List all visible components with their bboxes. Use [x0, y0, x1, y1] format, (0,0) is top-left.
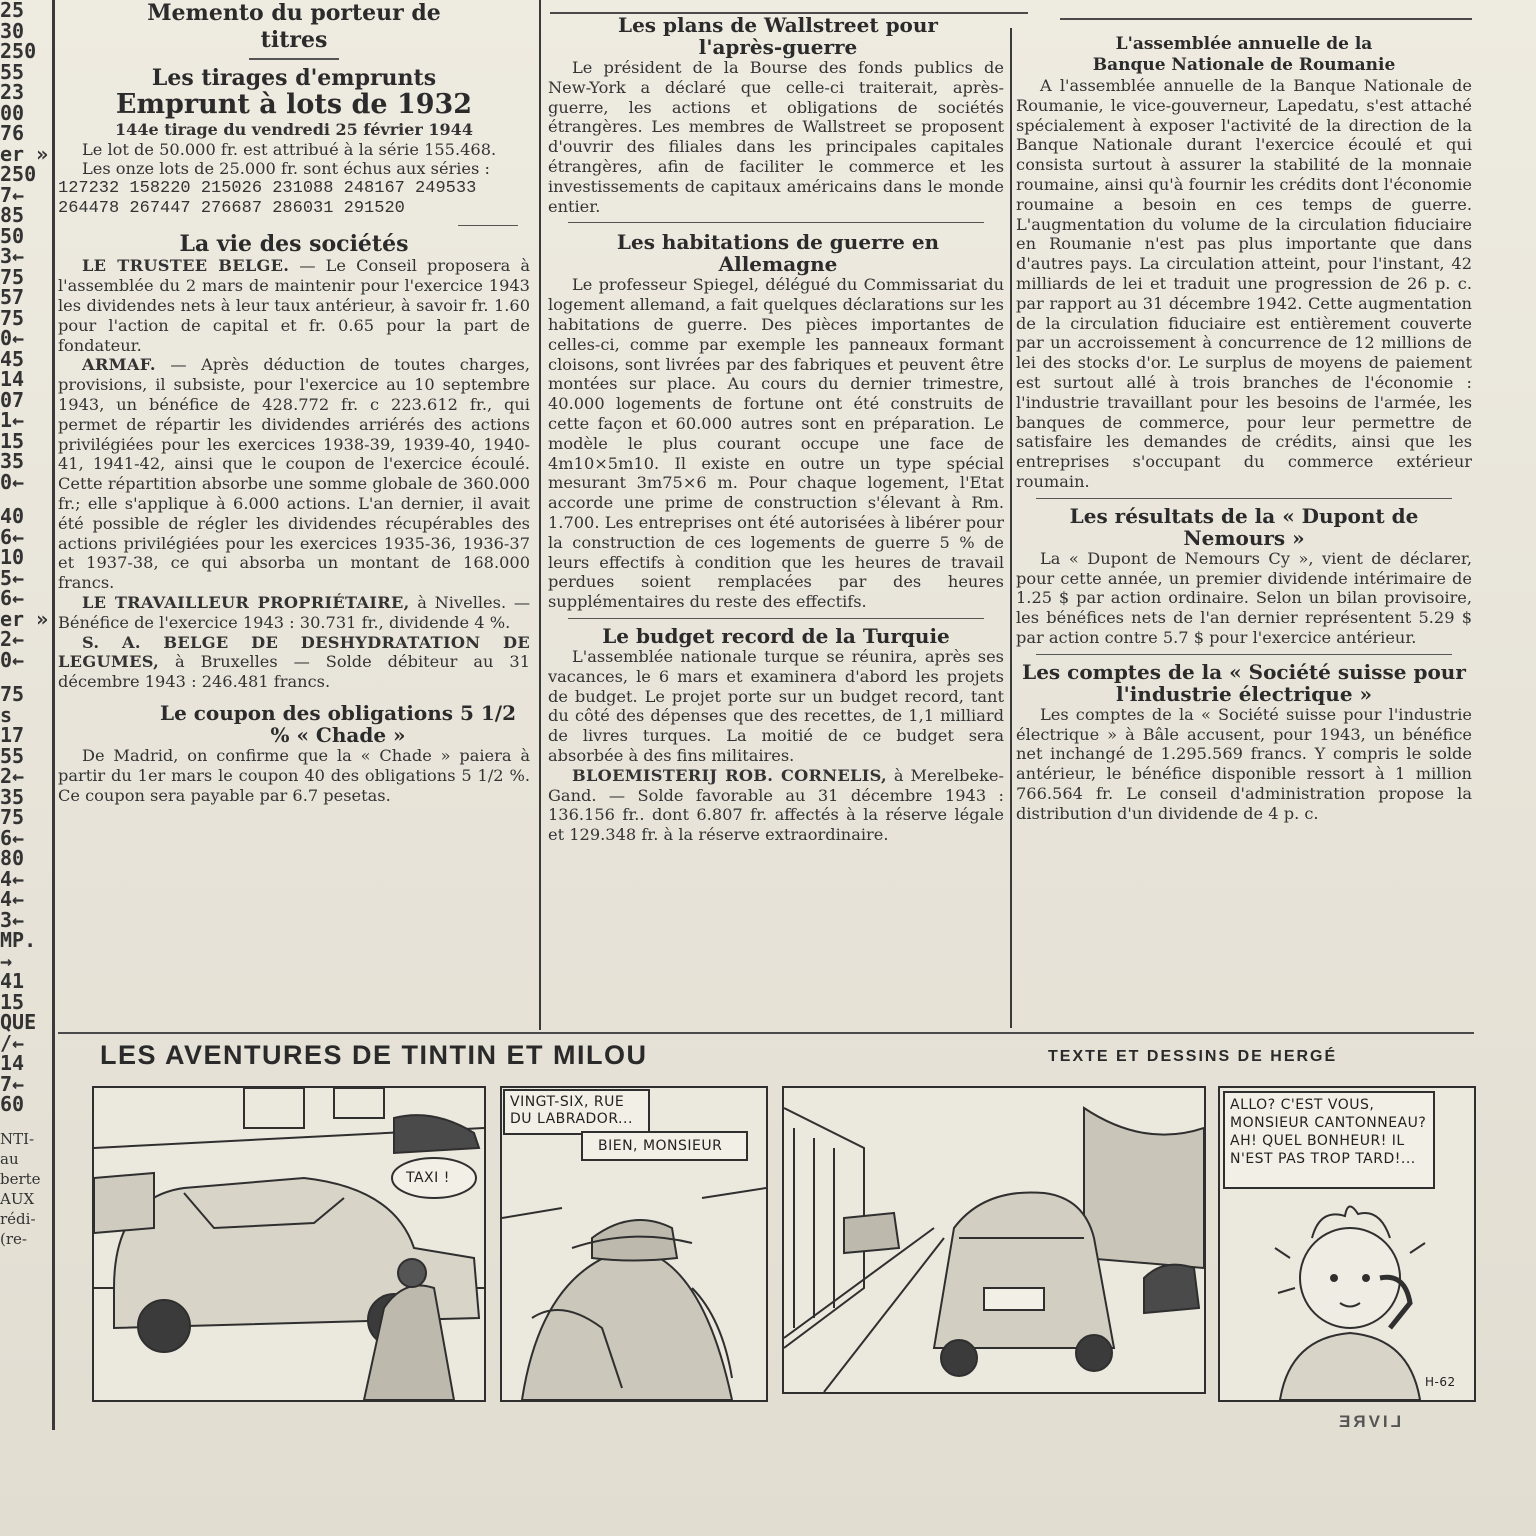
margin-fragment: 2←	[0, 627, 25, 651]
article-wallstreet	[548, 14, 1004, 223]
turquie-text: L'assemblée nationale turque se réunira, après ses vacances, le 6 mars et examinera d'abord les projets de budget. Le projet porte sur un budget record, tant du côté des dépenses que des recettes, de 1,1 milliard de livres turques. La moitié de ce budget sera absorbée à des fins militaires.	[548, 646, 1004, 765]
lot-50000-text: Le lot de 50.000 fr. est attribué à la série 155.468.	[82, 139, 497, 159]
bloemisterij-name: BLOEMISTERIJ ROB. CORNELIS,	[572, 765, 887, 785]
trustee-entry: LE TRUSTEE BELGE. — Le Conseil proposera à l'assemblée du 2 mars de maintenir pour l'exercice 1943 les dividendes nets à leur taux antérieur, à savoir fr. 1.60 pour l'action de capital et fr. 0.65 pour la part de fondateur.	[58, 256, 530, 355]
margin-fragment: 14	[0, 1051, 25, 1075]
article-societe-suisse	[1016, 661, 1472, 824]
margin-fragment: 14	[0, 367, 25, 391]
panel-1-drawing	[94, 1088, 484, 1400]
margin-fragment: 250	[0, 39, 37, 63]
article-vie-societes	[58, 232, 530, 692]
margin-fragment: 2←	[0, 764, 25, 788]
margin-fragment: er »	[0, 141, 48, 166]
armaf-name: ARMAF.	[82, 355, 156, 375]
margin-fragment: 3←	[0, 907, 25, 932]
margin-fragment: 75	[0, 305, 25, 330]
margin-fragment: au	[0, 1149, 19, 1168]
wallstreet-text: Le président de la Bourse des fonds publics de New-York a déclaré que celle-ci traiterait, après-guerre, les actions et obligations de sociétés étrangères. Les membres de Wallstreet se proposent d'ouvrir des filiales dans les principales capitales étrangères, afin de faciliter le commerce et les investissements de capitaux américains dans le monde entier.	[548, 58, 1004, 216]
article-memento	[58, 0, 530, 226]
margin-fragment: 75	[0, 264, 25, 289]
panel-2-bubble-2: BIEN, MONSIEUR	[598, 1138, 723, 1154]
margin-fragment: 55	[0, 59, 25, 84]
margin-fragment: 80	[0, 846, 25, 870]
margin-fragment: er »	[0, 606, 48, 631]
trustee-name: LE TRUSTEE BELGE.	[82, 256, 290, 276]
margin-fragment: 07	[0, 387, 25, 412]
panel-4-bubble: ALLO? C'EST VOUS, MONSIEUR CANTONNEAU? AH! QUEL BONHEUR! IL N'EST PAS TROP TARD!...	[1230, 1097, 1427, 1167]
comic-panel-3	[782, 1086, 1206, 1394]
margin-fragment: 35	[0, 449, 25, 473]
lots-25000-text: Les onze lots de 25.000 fr. sont échus aux séries :	[82, 159, 490, 179]
top-rule-right	[1060, 18, 1472, 20]
comic-panel-1	[92, 1086, 486, 1402]
margin-fragment: 45	[0, 346, 25, 371]
margin-fragment: 75	[0, 805, 25, 829]
article-coupon-chade	[58, 702, 530, 805]
tirages-heading: Les tirages d'emprunts	[151, 65, 437, 91]
margin-fragment: 250	[0, 162, 37, 186]
margin-fragment: 60	[0, 1092, 25, 1116]
margin-fragment: 4←	[0, 887, 25, 911]
margin-fragment: 7←	[0, 1071, 25, 1096]
margin-fragment: 35	[0, 784, 25, 809]
coupon-heading: Le coupon des obligations 5 1/2 % « Chade »	[160, 700, 516, 747]
margin-fragment: 40	[0, 504, 25, 528]
margin-fragment: 00	[0, 100, 25, 125]
panel-2-bubble-1: VINGT-SIX, RUE DU LABRADOR...	[510, 1094, 633, 1127]
left-column-rule	[52, 0, 55, 1430]
margin-group-c	[0, 684, 48, 1115]
margin-fragment: 50	[0, 223, 25, 248]
dupont-text: La « Dupont de Nemours Cy », vient de déclarer, pour cette année, un premier dividende intérimaire de 1.25 $ par action ordinaire. Selon un bilan provisoire, les bénéfices nets de l'an dernier représentent 5.29 $ par action contre 5.7 $ pour l'exercice antérieur.	[1016, 548, 1472, 647]
deshydratation-entry: S. A. BELGE DE DESHYDRATATION DE LEGUMES, à Bruxelles — Solde débiteur au 31 décembre 1943 : 246.481 francs.	[58, 632, 530, 692]
margin-fragment: 10	[0, 545, 25, 569]
memento-heading: Memento du porteur de titres	[147, 0, 441, 53]
column-3	[1016, 32, 1472, 1030]
article-dupont	[1016, 505, 1472, 655]
margin-fragment: berte	[0, 1169, 41, 1188]
suisse-heading: Les comptes de la « Société suisse pour l'industrie électrique »	[1022, 659, 1466, 706]
margin-fragment: 6←	[0, 524, 25, 549]
margin-fragment: s	[0, 702, 13, 727]
banque-text: A l'assemblée annuelle de la Banque Nationale de Roumanie, le vice-gouverneur, Lapedatu, s'est attaché spécialement à exposer l'activité de la direction de la Banque Nationale durant l'exercice écoulé et qui consista surtout à assurer la stabilité de la monnaie roumaine, ainsi qu'à fournir les crédits dont l'économie roumaine a besoin en ces temps de guerre. L'augmentation du volume de la circulation fiduciaire en Roumanie n'est pas plus importante que dans d'autres pays. La circulation atteint, pour l'instant, 42 milliards de lei et traduit une progression de 26 p. c. par rapport au 31 décembre 1942. Cette augmentation de la circulation fiduciaire est entièrement couverte par un accroissement à concurrence de 12 millions de lei des stocks d'or. Le surplus de moyens de paiement est surtout allé à trois branches de l'économie : l'industrie travaillant pour les besoins de l'armée, les banques de commerce, pour leur permettre de satisfaire les demandes de crédits, ainsi que les entreprises s'occupant du commerce extérieur roumain.	[1016, 76, 1472, 491]
comic-credit: TEXTE ET DESSINS DE HERGÉ	[1048, 1048, 1338, 1065]
margin-group-d	[0, 1129, 48, 1249]
margin-fragment: 85	[0, 203, 25, 227]
emprunt-heading: Emprunt à lots de 1932	[115, 89, 473, 121]
habitations-heading: Les habitations de guerre en Allemagne	[616, 230, 940, 277]
margin-fragment: 6←	[0, 825, 25, 850]
margin-fragment: 7←	[0, 182, 25, 207]
panel-1-bubble: TAXI !	[406, 1170, 450, 1186]
margin-fragment: 6←	[0, 586, 25, 610]
margin-fragment: 5←	[0, 565, 25, 590]
margin-fragment: 25	[0, 0, 25, 22]
bleed-through-text: LIVRE	[1336, 1412, 1402, 1431]
margin-fragment: 41	[0, 969, 25, 993]
margin-fragment: 57	[0, 285, 25, 309]
bloemisterij-entry: BLOEMISTERIJ ROB. CORNELIS, à Merelbeke-Gand. — Solde favorable au 31 décembre 1943 : 136.156 fr.. dont 6.807 fr. affectés à la réserve légale et 129.348 fr. à la réserve extraordinaire.	[548, 765, 1004, 845]
column-2	[548, 10, 1004, 1030]
column-rule-1	[539, 0, 541, 1030]
dupont-heading: Les résultats de la « Dupont de Nemours »	[1069, 503, 1419, 550]
travailleur-entry: LE TRAVAILLEUR PROPRIÉTAIRE, à Nivelles. — Bénéfice de l'exercice 1943 : 30.731 fr., dividende 4 %.	[58, 593, 530, 632]
margin-fragment: 4←	[0, 866, 25, 891]
series-line-1: 127232 158220 215026 231088 248167 249533	[58, 179, 477, 199]
comic-panel-2	[500, 1086, 768, 1402]
margin-fragment: 0←	[0, 647, 25, 672]
article-banque-roumanie	[1016, 34, 1472, 499]
margin-fragment: 1←	[0, 408, 25, 432]
margin-fragment: QUE	[0, 1010, 37, 1034]
deshydratation-name: S. A. BELGE DE DESHYDRATATION DE LEGUMES,	[58, 632, 530, 672]
banque-heading: L'assemblée annuelle de la Banque Nationale de Roumanie	[1092, 34, 1396, 75]
margin-fragment: NTI-	[0, 1129, 35, 1148]
margin-fragment: 75	[0, 682, 25, 706]
suisse-text: Les comptes de la « Société suisse pour l'industrie électrique » à Bâle accusent, pour 1943, un bénéfice net inchangé de 1.295.569 francs. Y compris le solde antérieur, le bénéfice disponible ressort à 1 million 766.564 fr. Le conseil d'administration propose la distribution d'un dividende de 4 p. c.	[1016, 704, 1472, 823]
margin-fragment: 0←	[0, 326, 25, 350]
travailleur-name: LE TRAVAILLEUR PROPRIÉTAIRE,	[82, 593, 410, 612]
article-turquie	[548, 625, 1004, 845]
margin-fragment: 23	[0, 80, 25, 104]
column-1	[58, 0, 530, 1030]
armaf-entry: ARMAF. — Après déduction de toutes charges, provisions, il subsiste, pour l'exercice au 10 septembre 1943, un bénéfice de 428.772 fr. c 223.612 fr., qui permet de répartir les dividendes arriérés des actions privilégiées pour les exercices 1938-39, 1939-40, 1940-41, 1941-42, ainsi que le coupon de l'exercice écoulé. Cette répartition absorbe une somme globale de 360.000 fr.; elle s'applique à 6.000 actions. L'an dernier, il avait été possible de régler les dividendes récupérables des actions privilégiées pour les exercices 1935-36, 1936-37 et 1937-38, ce qui absorba un montant de 168.000 francs.	[58, 355, 530, 593]
margin-fragment: 76	[0, 121, 25, 145]
turquie-heading: Le budget record de la Turquie	[602, 623, 950, 648]
tirage-subtitle: 144e tirage du vendredi 25 février 1944	[115, 119, 473, 139]
margin-fragment: 15	[0, 989, 25, 1014]
margin-fragment: 17	[0, 723, 25, 747]
wallstreet-heading: Les plans de Wallstreet pour l'après-guerre	[618, 13, 938, 59]
panel-2-drawing	[502, 1088, 766, 1400]
coupon-text: De Madrid, on confirme que la « Chade » paiera à partir du 1er mars le coupon 40 des obligations 5 1/2 %. Ce coupon sera payable par 6.7 pesetas.	[58, 745, 530, 805]
series-line-2: 264478 267447 276687 286031 291520	[58, 199, 405, 219]
herge-signature: H-62	[1425, 1375, 1456, 1389]
panel-3-drawing	[784, 1088, 1204, 1392]
margin-fragment: rédi-	[0, 1209, 36, 1228]
societes-heading: La vie des sociétés	[179, 231, 409, 258]
comic-panel-4	[1218, 1086, 1476, 1402]
margin-fragment: /←	[0, 1030, 25, 1055]
margin-group-b	[0, 506, 48, 670]
margin-fragment: →	[0, 948, 13, 973]
habitations-text: Le professeur Spiegel, délégué du Commissariat du logement allemand, a fait quelques déclarations sur les habitations de guerre. Des pièces importantes de celles-ci, comme par exemple les panneaux formant cloisons, sont livrées par des fabriques et peuvent être montées sur place. Au cours du dernier trimestre, 40.000 logements de fortune ont été construits de cette façon et 60.000 autres sont en préparation. Le modèle le plus courant occupe une face de 4m10×5m10. Il existe en outre un type spécial mesurant 3m75×6 m. Pour chaque logement, l'Etat accorde une prime de construction s'élevant à Rm. 1.700. Les entreprises ont été autorisées à libérer pour la construction de ces logements de guerre 5 % de leurs effectifs à condition que les heures de travail perdues soient remplacées par des heures supplémentaires du reste des effectifs.	[548, 275, 1004, 612]
left-margin-column	[0, 0, 48, 1430]
margin-fragment: 0←	[0, 469, 25, 494]
comic-separator-rule	[58, 1032, 1474, 1034]
margin-fragment: 55	[0, 743, 25, 768]
margin-fragment: MP.	[0, 928, 37, 952]
margin-fragment: 30	[0, 18, 25, 43]
margin-fragment: 3←	[0, 244, 25, 268]
comic-strip-title: LES AVENTURES DE TINTIN ET MILOU	[100, 1040, 648, 1070]
margin-group-a	[0, 0, 48, 492]
margin-fragment: AUX	[0, 1189, 35, 1208]
article-habitations	[548, 231, 1004, 619]
margin-fragment: 15	[0, 428, 25, 453]
margin-fragment: (re-	[0, 1229, 27, 1248]
column-rule-2	[1010, 28, 1012, 1028]
